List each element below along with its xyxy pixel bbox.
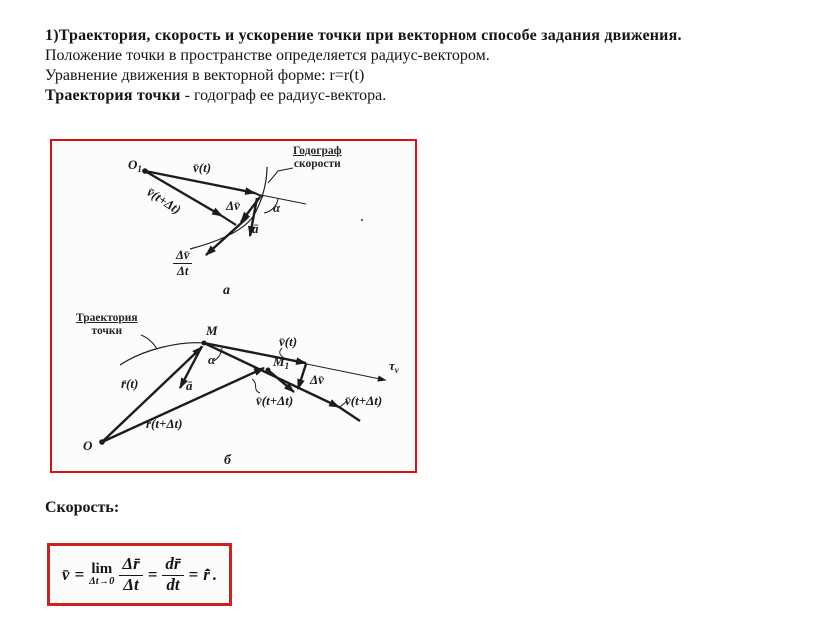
m1-label: $M_1$ (273, 354, 290, 371)
v-t-dt-bottom-connector (252, 379, 260, 393)
body-line-4-bold: Траектория точки (45, 87, 181, 104)
dv-label-a: Δv̄ (226, 198, 240, 213)
stray-dot (361, 219, 364, 222)
v-t-dt-m1-arrow (268, 370, 294, 392)
v-t-label-b: v̄(t) (279, 334, 298, 349)
tau-label: $\tau_v$ (389, 358, 399, 375)
v-t-dt-label-a: v̄(t+Δt) (144, 184, 184, 218)
dv-dt-denominator: Δt (177, 264, 189, 278)
velocity-heading: Скорость: (45, 499, 120, 516)
r-t-label: r̄(t) (121, 376, 139, 391)
body-line-2: Положение точки в пространстве определяется радиус-вектором. (45, 47, 490, 64)
trajectory-annotation (76, 312, 138, 338)
v-t-dt-right-label: v̄(t+Δt) (345, 393, 383, 408)
dv-dt-fraction (173, 249, 192, 278)
v-t-dt-m1-label: v̄(t+Δt) (256, 393, 294, 408)
hodograph-annotation (293, 145, 342, 171)
formula-r-dot: r̄̇ (203, 564, 210, 584)
trajectory-annotation-line1: Траектория (76, 312, 138, 324)
formula-eq3: = (188, 564, 199, 584)
dv-label-b: Δv̄ (310, 372, 324, 387)
dv-arrow-b (298, 364, 306, 389)
trajectory-curve (120, 343, 205, 365)
o1-label: $O_1$ (128, 157, 142, 174)
title-line: 1)Траектория, скорость и ускорение точки при векторном способе задания движения. (45, 27, 682, 44)
formula-v: v̄ (61, 564, 70, 584)
o-label: O (83, 438, 93, 453)
figure-box (50, 139, 417, 473)
formula-lim: lim Δt→0 (89, 560, 115, 587)
formula-eq2: = (147, 564, 158, 584)
hodograph-annotation-line2: скорости (293, 158, 341, 170)
dv-dt-arrow-a (206, 217, 248, 255)
hodograph-annotation-line1: Годограф (293, 145, 342, 157)
diagram-b-caption: б (224, 453, 231, 468)
trajectory-annotation-line2: точки (91, 325, 123, 337)
diagram-a-caption: а (223, 283, 230, 298)
alpha-label-a: α (273, 200, 281, 215)
body-line-4-rest: - годограф ее радиус-вектора. (180, 87, 387, 104)
hodograph-connector (268, 168, 293, 183)
diagram-svg (52, 141, 415, 471)
a-label-a: ā (252, 221, 259, 236)
dv-dt-numerator: Δv̄ (173, 249, 192, 264)
diagram-b-geometry (99, 335, 385, 445)
alpha-label-b: α (208, 352, 216, 367)
r-t-dt-label: r̄(t+Δt) (146, 416, 183, 431)
formula-eq1: = (74, 564, 85, 584)
body-line-3: Уравнение движения в векторной форме: r=r(t) (45, 67, 365, 84)
a-label-b: ā (186, 378, 193, 393)
formula-period: . (212, 564, 218, 584)
trajectory-connector (141, 335, 157, 349)
formula-frac1: $\frac{\Delta r̄}{\Delta t}$ (119, 555, 142, 594)
velocity-formula-box (47, 543, 232, 606)
v-t-label-a: v̄(t) (193, 160, 212, 175)
body-line-4 (45, 86, 815, 106)
m-label: M (206, 323, 218, 338)
formula-frac2: $\frac{dr̄}{dt}$ (162, 555, 183, 594)
header-text (45, 26, 815, 106)
